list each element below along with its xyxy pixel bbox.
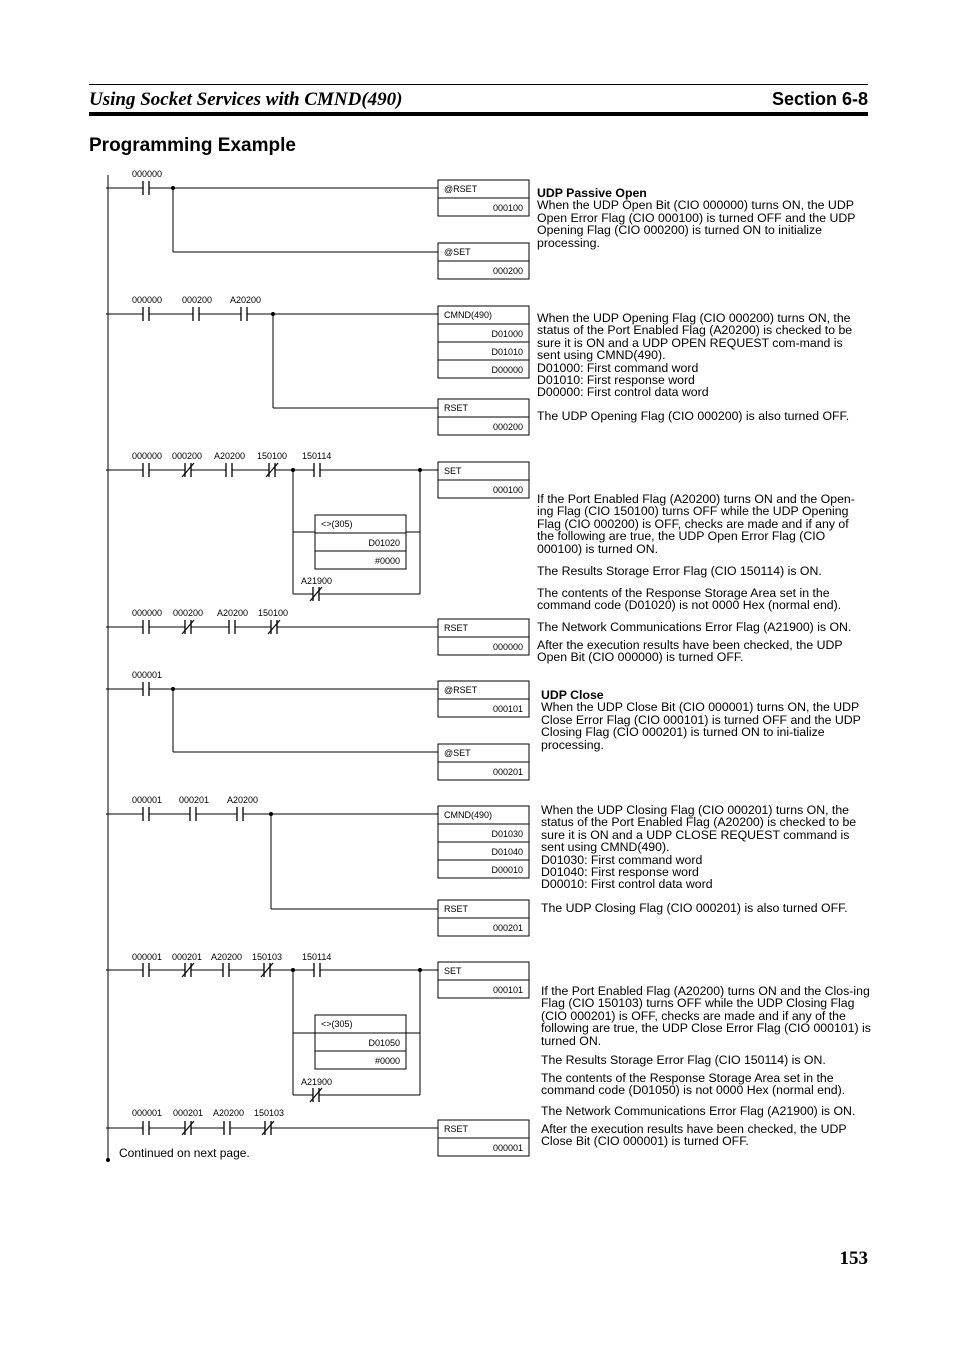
instruction-name: CMND(490) [444, 310, 493, 320]
desc-udp-passive-open [537, 187, 867, 249]
desc-network-error [537, 621, 867, 633]
instruction-name: RSET [444, 403, 469, 413]
desc-text: D01010: First response word [537, 373, 695, 388]
operand-label: 000201 [172, 952, 203, 962]
section-heading: Programming Example [89, 135, 296, 156]
desc-close-bit-off [541, 1123, 871, 1148]
desc-text: D00000: First control data word [537, 385, 709, 400]
instruction-operand: D01030 [491, 829, 523, 839]
instruction-name: @SET [444, 247, 471, 257]
desc-text: When the UDP Close Bit (CIO 000001) turns ON, the UDP Close Error Flag (CIO 000101) is turned OFF and the UDP Closing Flag (CIO 000201) is turned ON to ini-tialize processing. [541, 700, 861, 752]
operand-label: 000200 [182, 295, 213, 305]
desc-title: UDP Close [541, 688, 604, 702]
instruction-operand: D01000 [491, 329, 523, 339]
desc-text: After the execution results have been checked, the UDP Close Bit (CIO 000001) is turned OFF. [541, 1122, 847, 1149]
continued-note: Continued on next page. [119, 1146, 250, 1160]
desc-udp-close [541, 689, 871, 751]
operand-label: 150103 [254, 1108, 285, 1118]
instruction-name: @SET [444, 748, 471, 758]
operand-label: 150114 [302, 451, 332, 461]
desc-text: The UDP Closing Flag (CIO 000201) is also turned OFF. [541, 901, 848, 915]
desc-text: When the UDP Closing Flag (CIO 000201) turns ON, the status of the Port Enabled Flag (A20200) is checked to be sure it is ON and a UDP CLOSE REQUEST command is sent using CMND(490). [541, 803, 857, 855]
instruction-name: @RSET [444, 685, 478, 695]
instruction-name: RSET [444, 623, 469, 633]
desc-open-request [537, 312, 867, 399]
operand-label: 000001 [132, 952, 163, 962]
desc-title: UDP Passive Open [537, 186, 647, 200]
running-header-title: Using Socket Services with CMND(490) [89, 89, 403, 110]
desc-text: D01000: First command word [537, 360, 699, 375]
page-number: 153 [839, 1248, 868, 1269]
rail-end-dot [106, 1158, 110, 1162]
operand-label: 000001 [132, 1108, 163, 1118]
instruction-name: RSET [444, 904, 469, 914]
desc-open-checks [537, 493, 867, 555]
desc-text: The Network Communications Error Flag (A21900) is ON. [541, 1104, 856, 1118]
operand-label: A20200 [217, 608, 249, 618]
desc-text: If the Port Enabled Flag (A20200) turns ON and the Clos-ing Flag (CIO 150103) turns OFF while the UDP Closing Flag (CIO 000201) is OFF, checks are made and if any of the following are true, the UDP Close Error Flag (CIO 000101) is turned ON. [541, 984, 871, 1048]
instruction-operand: D00010 [491, 865, 523, 875]
instruction-operand: 000100 [492, 203, 523, 213]
desc-opening-flag-off [537, 410, 867, 422]
operand-label: 150114 [302, 952, 332, 962]
instruction-operand: 000100 [492, 485, 523, 495]
operand-label: A20200 [211, 952, 243, 962]
instruction-operand: D01040 [491, 847, 523, 857]
operand-label: 000201 [173, 1108, 204, 1118]
instruction-operand: 000000 [492, 642, 523, 652]
instruction-operand: 000200 [492, 422, 523, 432]
instruction-operand: D01050 [368, 1038, 400, 1048]
operand-label: 000200 [173, 608, 204, 618]
operand-label: 000000 [132, 295, 163, 305]
operand-label: A21900 [301, 1077, 333, 1087]
operand-label: 000000 [132, 608, 163, 618]
operand-label: A20200 [230, 295, 262, 305]
desc-text: D01030: First command word [541, 852, 703, 867]
desc-text: The UDP Opening Flag (CIO 000200) is also turned OFF. [537, 409, 850, 423]
instruction-operand: 000101 [492, 985, 523, 995]
desc-text: If the Port Enabled Flag (A20200) turns ON and the Open-ing Flag (CIO 150100) turns OFF while the UDP Opening Flag (CIO 000200) is OFF, checks are made and if any of the following are true, the UDP Open Error Flag (CIO 000100) is turned ON. [537, 492, 855, 556]
desc-text: The Results Storage Error Flag (CIO 150114) is ON. [537, 564, 822, 578]
desc-text: The contents of the Response Storage Area set in the command code (D01020) is not 0000 Hex (normal end). [537, 586, 842, 613]
desc-text: After the execution results have been checked, the UDP Open Bit (CIO 000000) is turned OFF. [537, 638, 843, 665]
instruction-operand: D00000 [491, 365, 523, 375]
operand-label: 000000 [132, 169, 163, 179]
operand-label: 150100 [258, 608, 289, 618]
desc-text: The Results Storage Error Flag (CIO 150114) is ON. [541, 1053, 826, 1067]
instruction-operand: #0000 [374, 1056, 400, 1066]
instruction-name: RSET [444, 1124, 469, 1134]
instruction-name: @RSET [444, 184, 478, 194]
desc-text: D01040: First response word [541, 865, 699, 880]
operand-label: 150100 [257, 451, 288, 461]
instruction-operand: 000101 [492, 704, 523, 714]
instruction-operand: D01020 [368, 538, 400, 548]
operand-label: A20200 [214, 451, 246, 461]
desc-results-storage-error-2 [541, 1054, 871, 1066]
operand-label: A20200 [227, 795, 259, 805]
operand-label: 000001 [132, 795, 163, 805]
desc-text: When the UDP Opening Flag (CIO 000200) turns ON, the status of the Port Enabled Flag (A20200) is checked to be sure it is ON and a UDP OPEN REQUEST com-mand is sent using CMND(490). [537, 311, 853, 363]
desc-response-storage [537, 587, 867, 612]
desc-close-checks [541, 985, 871, 1047]
instruction-name: <>(305) [321, 1019, 353, 1029]
instruction-operand: 000001 [492, 1143, 523, 1153]
desc-response-storage-2 [541, 1072, 871, 1097]
desc-text: The Network Communications Error Flag (A21900) is ON. [537, 620, 852, 634]
instruction-name: <>(305) [321, 519, 353, 529]
operand-label: 000201 [179, 795, 210, 805]
desc-network-error-2 [541, 1105, 871, 1117]
desc-text: The contents of the Response Storage Area set in the command code (D01050) is not 0000 Hex (normal end). [541, 1071, 846, 1098]
running-header-section: Section 6-8 [771, 89, 868, 109]
desc-closing-flag-off [541, 902, 871, 914]
operand-label: 000200 [172, 451, 203, 461]
operand-label: 000001 [132, 670, 163, 680]
desc-open-bit-off [537, 639, 867, 664]
desc-text: D00010: First control data word [541, 877, 713, 892]
instruction-operand: 000200 [492, 266, 523, 276]
desc-close-request [541, 804, 871, 891]
instruction-operand: 000201 [492, 767, 523, 777]
instruction-name: SET [444, 966, 462, 976]
instruction-name: CMND(490) [444, 810, 493, 820]
desc-text: When the UDP Open Bit (CIO 000000) turns ON, the UDP Open Error Flag (CIO 000100) is turned OFF and the UDP Opening Flag (CIO 000200) is turned ON to initialize processing. [537, 198, 856, 250]
operand-label: 000000 [132, 451, 163, 461]
operand-label: A20200 [213, 1108, 245, 1118]
instruction-name: SET [444, 466, 462, 476]
operand-label: A21900 [301, 576, 333, 586]
instruction-operand: #0000 [374, 556, 400, 566]
instruction-operand: 000201 [492, 923, 523, 933]
desc-results-storage-error [537, 565, 867, 577]
instruction-operand: D01010 [491, 347, 523, 357]
operand-label: 150103 [252, 952, 283, 962]
